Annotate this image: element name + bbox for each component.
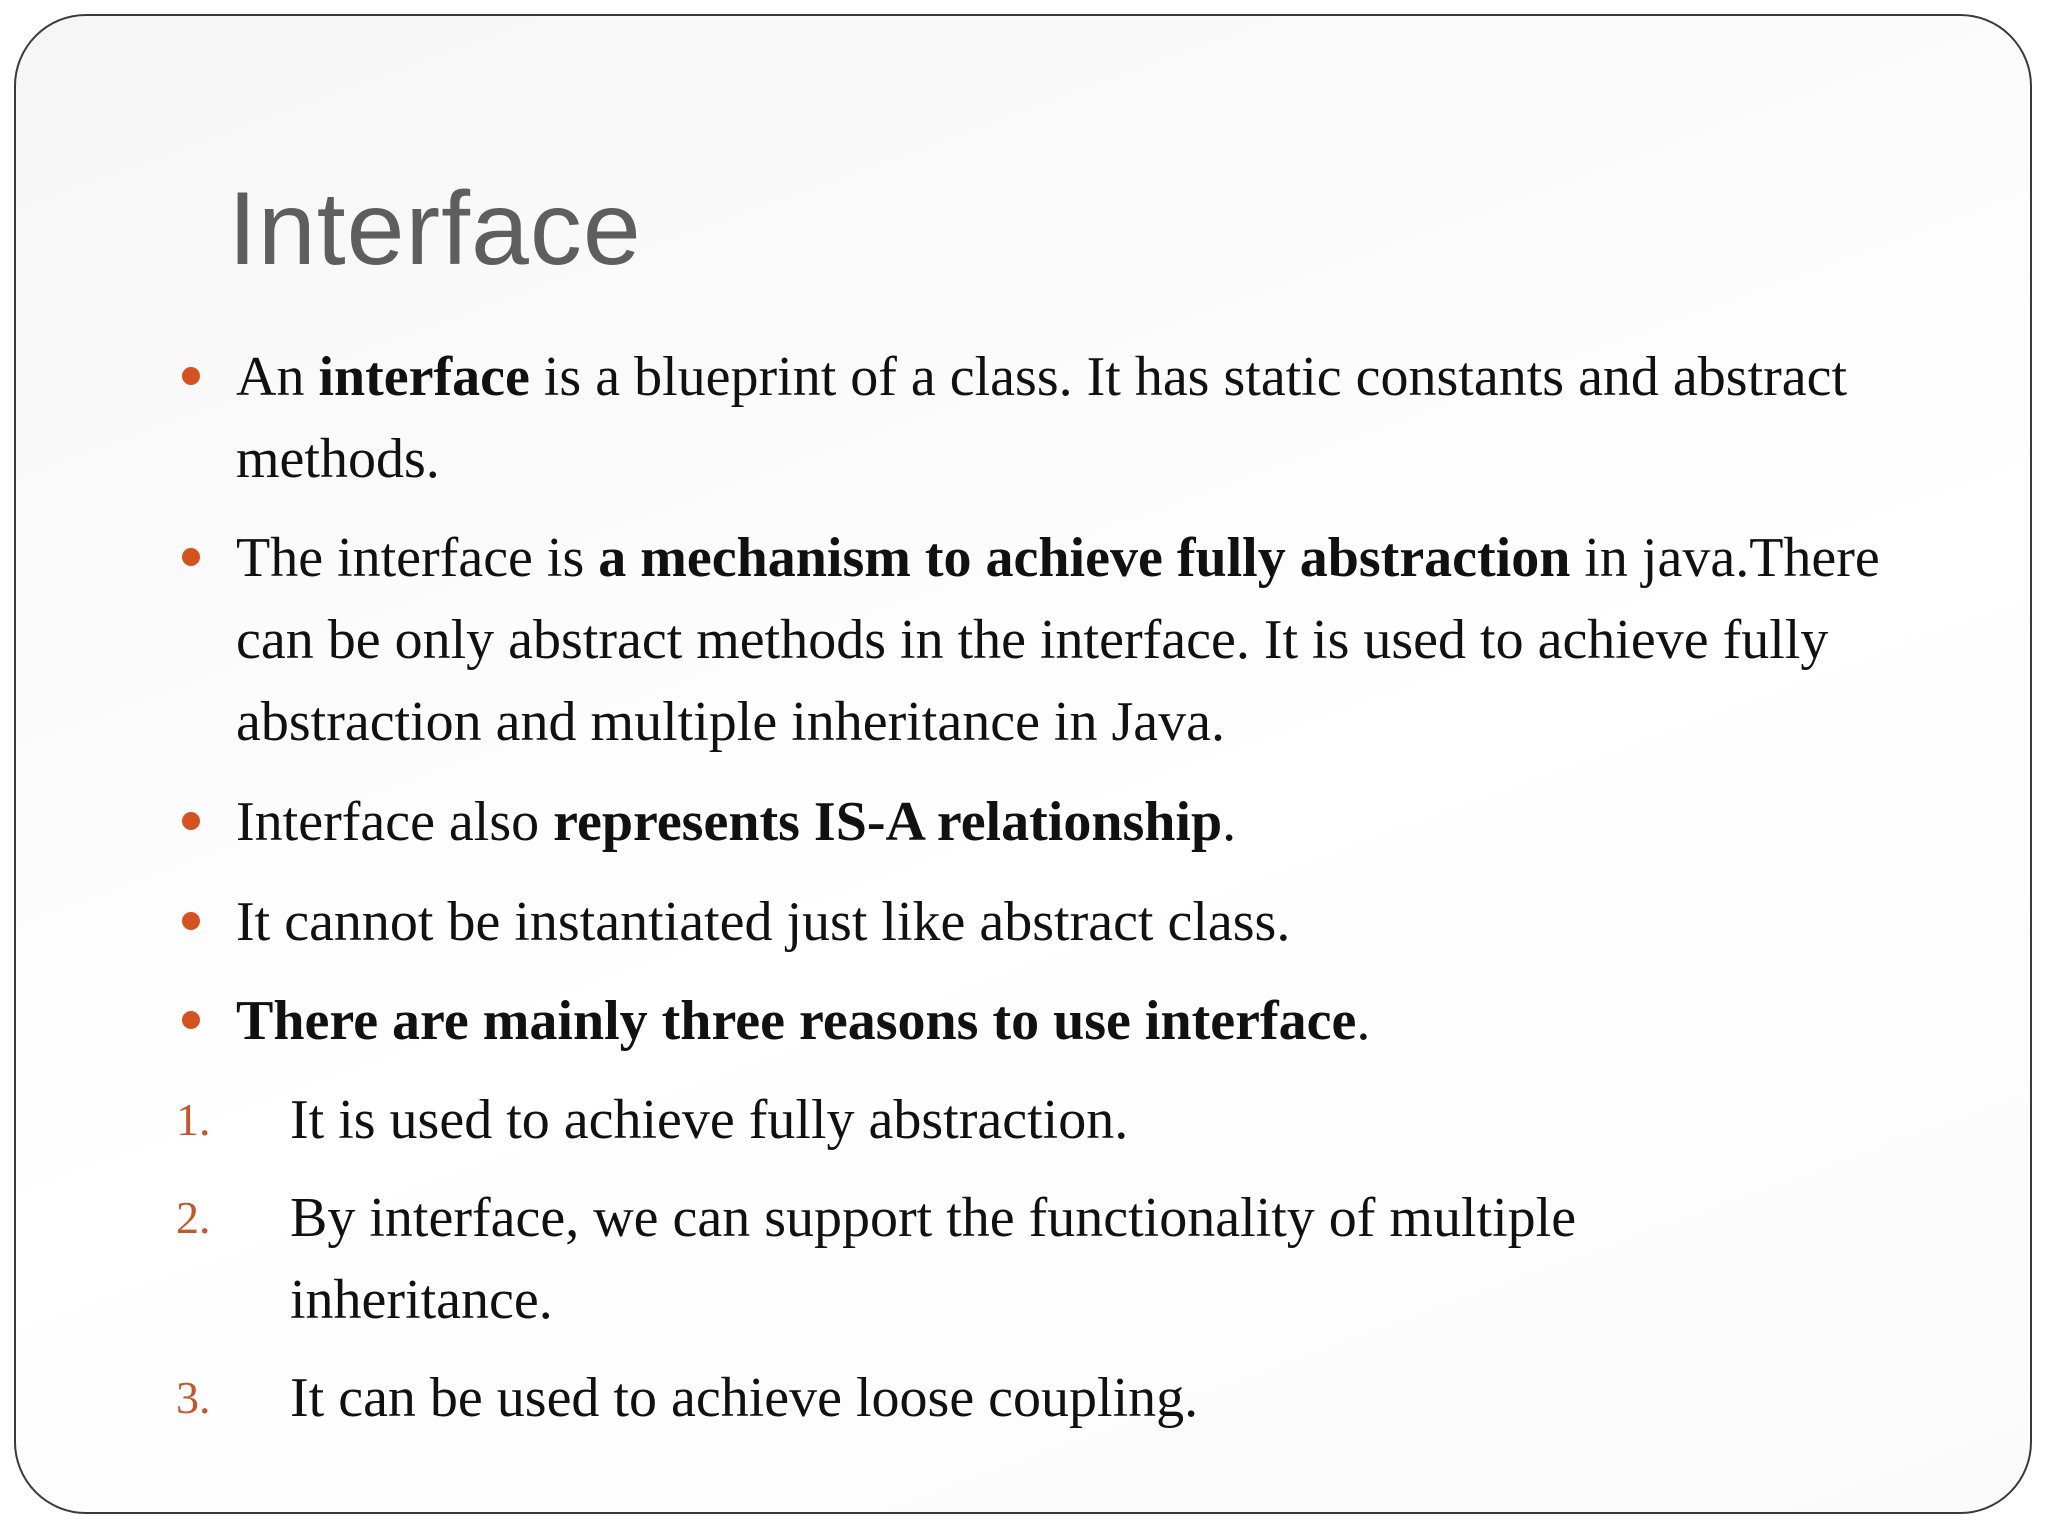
bullet-icon <box>182 812 200 830</box>
bullet-text: in java.There can be only abstract methods in the interface. It is used to achieve fully abstraction and multiple inheritance in Java. <box>236 527 1880 753</box>
bullet-text: An <box>236 346 319 408</box>
bullet-text: is a blueprint of a class. It has static constants and abstract methods. <box>236 346 1848 490</box>
bullet-item-5 <box>236 980 1936 1062</box>
bullet-text-bold: a mechanism to achieve fully abstraction <box>598 527 1571 589</box>
bullet-text-bold: represents IS-A relationship <box>553 791 1223 853</box>
list-number: 2. <box>176 1192 211 1243</box>
bullet-icon <box>182 367 200 385</box>
bullet-item-3 <box>236 781 1936 863</box>
numbered-item-3: It can be used to achieve loose coupling. <box>290 1367 1199 1429</box>
bullet-text-bold: interface <box>318 346 530 408</box>
numbered-item-1: It is used to achieve fully abstraction. <box>290 1089 1129 1151</box>
bullet-text-bold: There are mainly three reasons to use interface <box>236 990 1357 1052</box>
bullet-item-4 <box>236 881 1936 963</box>
bullet-icon <box>182 1011 200 1029</box>
bullet-text: . <box>1222 791 1237 853</box>
bullet-icon <box>182 548 200 566</box>
bullet-text: Interface also <box>236 791 554 853</box>
bullet-text: . <box>1356 990 1371 1052</box>
list-number: 1. <box>176 1094 211 1145</box>
list-number: 3. <box>176 1372 211 1423</box>
bullet-text: The interface is <box>236 527 599 589</box>
numbered-item-2: By interface, we can support the functionality of multiple inheritance. <box>290 1187 1577 1331</box>
bullet-item-2 <box>236 517 1936 763</box>
bullet-text: It cannot be instantiated just like abstract class. <box>236 891 1291 953</box>
bullet-icon <box>182 912 200 930</box>
slide-title: Interface <box>228 171 642 287</box>
bullet-item-1 <box>236 336 1936 500</box>
